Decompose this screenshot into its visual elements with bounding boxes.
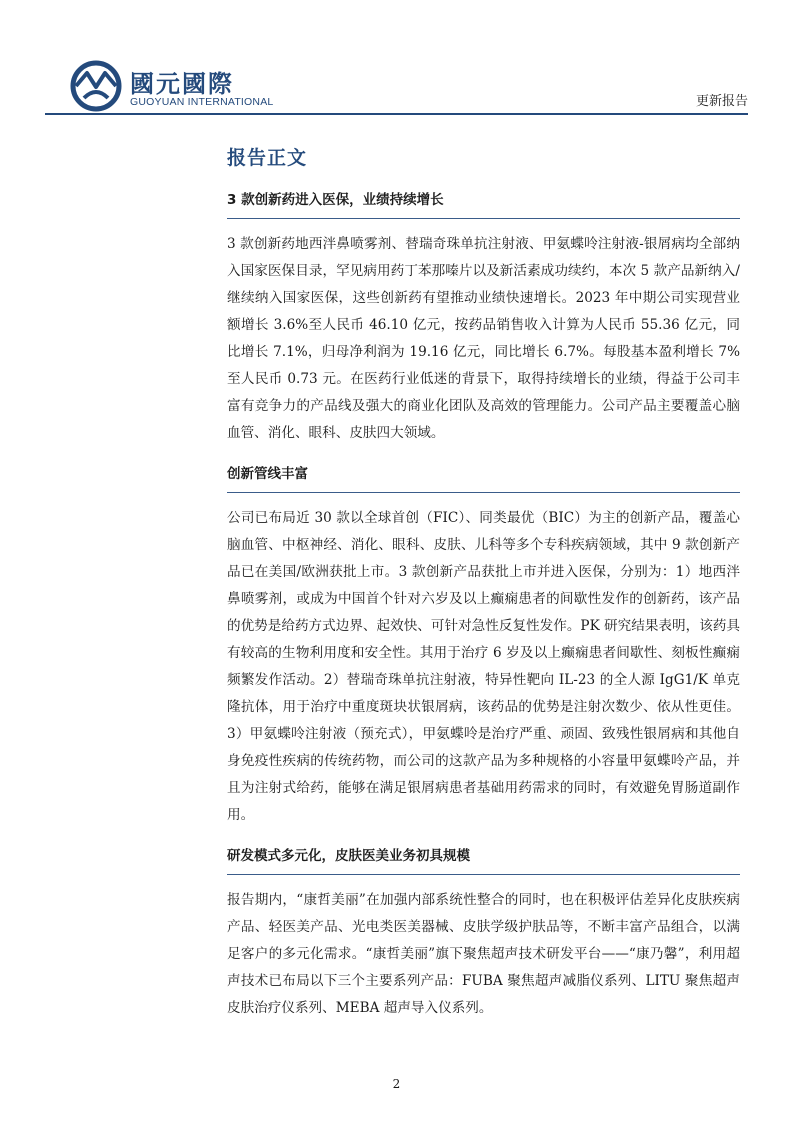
logo-english-name: GUOYUAN INTERNATIONAL	[130, 96, 274, 108]
subheading-pipeline: 创新管线丰富	[227, 466, 308, 482]
page-number: 2	[392, 1077, 401, 1091]
paragraph-rd-model: 报告期内，“康哲美丽”在加强内部系统性整合的同时，也在积极评估差异化皮肤疾病产品、轻医美产品、光电类医美器械、皮肤学级护肤品等，不断丰富产品组合，以满足客户的多元化需求。“康哲美丽”旗下聚焦超声技术研发平台——“康乃馨”，利用超声技术已布局以下三个主要系列产品：FUBA 聚焦超声减脂仪系列、LITU 聚焦超声皮肤治疗仪系列、MEBA 超声导入仪系列。	[227, 892, 740, 1016]
section-title: 报告正文	[227, 147, 308, 169]
document-type-label: 更新报告	[695, 94, 748, 109]
paragraph-innovative-drugs: 3 款创新药地西泮鼻喷雾剂、替瑞奇珠单抗注射液、甲氨蝶呤注射液-银屑病均全部纳入国家医保目录，罕见病用药丁苯那嗪片以及新活素成功续约，本次 5 款产品新纳入/继续纳入国家医保，这些创新药有望推动业绩快速增长。2023 年中期公司实现营业额增长 3.6%至人民币 46.10 亿元，按药品销售收入计算为人民币 55.36 亿元，同比增长 7.1%，归母净利润为 19.16 亿元，同比增长 6.7%。每股基本盈利增长 7%至人民币 0.73 元。在医药行业低迷的背景下，取得持续增长的业绩，得益于公司丰富有竞争力的产品线及强大的商业化团队及高效的管理能力。公司产品主要覆盖心脑血管、消化、眼科、皮肤四大领域。	[227, 236, 740, 441]
header-divider	[45, 113, 748, 115]
company-logo	[70, 60, 280, 116]
subheading-rd-model: 研发模式多元化，皮肤医美业务初具规模	[227, 848, 470, 864]
subheading-divider	[227, 874, 740, 875]
paragraph-pipeline: 公司已布局近 30 款以全球首创（FIC）、同类最优（BIC）为主的创新产品，覆盖心脑血管、中枢神经、消化、眼科、皮肤、儿科等多个专科疾病领域，其中 9 款创新产品已在美国/欧洲获批上市。3 款创新产品获批上市并进入医保，分别为：1）地西泮鼻喷雾剂，或成为中国首个针对六岁及以上癫痫患者的间歇性发作的创新药，该产品的优势是给药方式边界、起效快、可针对急性反复性发作。PK 研究结果表明，该药具有较高的生物利用度和安全性。其用于治疗 6 岁及以上癫痫患者间歇性、刻板性癫痫频繁发作活动。2）替瑞奇珠单抗注射液，特异性靶向 IL-23 的全人源 IgG1/K 单克隆抗体，用于治疗中重度斑块状银屑病，该药品的优势是注射次数少、依从性更佳。3）甲氨蝶呤注射液（预充式），甲氨蝶呤是治疗严重、顽固、致残性银屑病和其他自身免疫性疾病的传统药物，而公司的这款产品为多种规格的小容量甲氨蝶呤产品，并且为注射式给药，能够在满足银屑病患者基础用药需求的同时，有效避免胃肠道副作用。	[227, 510, 740, 823]
subheading-divider	[227, 492, 740, 493]
logo-chinese-name: 國元國際	[130, 70, 234, 98]
guoyuan-logo-icon	[70, 60, 122, 112]
report-body	[227, 143, 740, 1039]
subheading-innovative-drugs: 3 款创新药进入医保，业绩持续增长	[227, 192, 444, 208]
subheading-divider	[227, 218, 740, 219]
